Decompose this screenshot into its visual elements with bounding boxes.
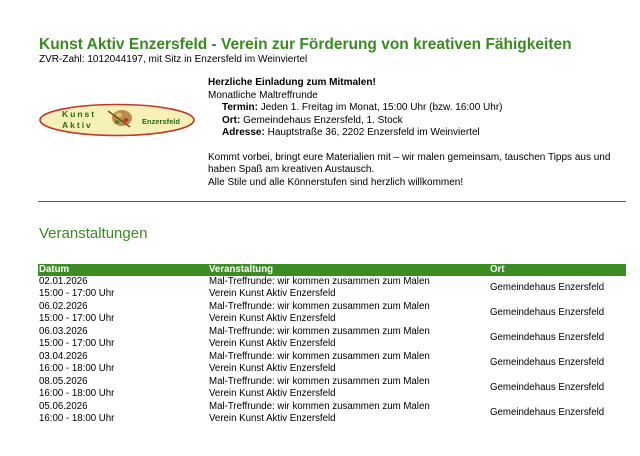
row-place: Gemeindehaus Enzersfeld (490, 357, 605, 368)
ort-value: Gemeindehaus Enzersfeld, 1. Stock (243, 114, 403, 126)
table-header (38, 264, 626, 276)
logo-text-kunst: Kunst (62, 109, 97, 119)
row-date: 06.02.2026 (39, 301, 88, 312)
adresse-row (208, 127, 618, 140)
column-header-date: Datum (39, 264, 70, 275)
row-organizer: Verein Kunst Aktiv Enzersfeld (209, 413, 336, 424)
row-organizer: Verein Kunst Aktiv Enzersfeld (209, 313, 336, 324)
adresse-value: Hauptstraße 36, 2202 Enzersfeld im Weinviertel (267, 127, 480, 138)
table-row (38, 351, 626, 376)
row-date: 03.04.2026 (39, 351, 88, 362)
row-event: Mal-Treffrunde: wir kommen zusammen zum Malen (209, 301, 430, 312)
row-event: Mal-Treffrunde: wir kommen zusammen zum Malen (209, 401, 430, 412)
row-event: Mal-Treffrunde: wir kommen zusammen zum Malen (209, 326, 430, 337)
row-organizer: Verein Kunst Aktiv Enzersfeld (209, 388, 336, 399)
row-date: 06.03.2026 (39, 326, 88, 337)
invitation-subheading: Monatliche Maltreffrunde (208, 89, 318, 101)
invitation-paragraph: Kommt vorbei, bringt eure Materialien mit – wir malen gemeinsam, tauschen Tipps aus und haben Spaß am kreativen Austausch. (208, 151, 611, 175)
row-time: 16:00 - 18:00 Uhr (39, 413, 115, 424)
zvr-number: ZVR-Zahl: 1012044197, mit Sitz in Enzersfeld im Weinviertel (39, 54, 308, 65)
termin-label: Termin: (222, 102, 258, 113)
row-event: Mal-Treffrunde: wir kommen zusammen zum Malen (209, 376, 430, 387)
termin-value: Jeden 1. Freitag im Monat, 15:00 Uhr (bzw. 16:00 Uhr) (260, 102, 503, 113)
ort-label: Ort: (222, 114, 241, 126)
table-row (38, 326, 626, 351)
column-header-event: Veranstaltung (209, 264, 274, 275)
row-event: Mal-Treffrunde: wir kommen zusammen zum Malen (209, 276, 430, 287)
events-heading: Veranstaltungen (39, 225, 148, 242)
row-date: 08.05.2026 (39, 376, 88, 387)
row-time: 16:00 - 18:00 Uhr (39, 388, 115, 399)
row-place: Gemeindehaus Enzersfeld (490, 307, 605, 318)
termin-row (208, 102, 618, 115)
table-row (38, 401, 626, 426)
row-time: 15:00 - 17:00 Uhr (39, 288, 115, 299)
table-body (38, 276, 626, 426)
page-title: Kunst Aktiv Enzersfeld - Verein zur Förderung von kreativen Fähigkeiten (39, 36, 572, 53)
invitation-heading: Herzliche Einladung zum Mitmalen! (208, 77, 376, 88)
ort-row (208, 115, 618, 128)
row-time: 15:00 - 17:00 Uhr (39, 338, 115, 349)
row-time: 15:00 - 17:00 Uhr (39, 313, 115, 324)
events-table (38, 264, 626, 426)
table-row (38, 301, 626, 326)
row-organizer: Verein Kunst Aktiv Enzersfeld (209, 288, 336, 299)
logo-text-aktiv: Aktiv (62, 120, 93, 130)
club-logo (38, 103, 196, 137)
adresse-label: Adresse: (222, 127, 265, 138)
row-event: Mal-Treffrunde: wir kommen zusammen zum Malen (209, 351, 430, 362)
section-divider (38, 201, 626, 202)
row-place: Gemeindehaus Enzersfeld (490, 282, 605, 293)
table-row (38, 376, 626, 401)
invitation-block (208, 77, 618, 189)
column-header-place: Ort (490, 264, 505, 275)
row-date: 02.01.2026 (39, 276, 88, 287)
logo-text-enzersfeld: Enzersfeld (142, 117, 180, 126)
invitation-welcome: Alle Stile und alle Könnerstufen sind herzlich willkommen! (208, 176, 464, 188)
row-time: 16:00 - 18:00 Uhr (39, 363, 115, 374)
row-date: 05.06.2026 (39, 401, 88, 412)
row-place: Gemeindehaus Enzersfeld (490, 382, 605, 393)
row-organizer: Verein Kunst Aktiv Enzersfeld (209, 363, 336, 374)
row-place: Gemeindehaus Enzersfeld (490, 332, 605, 343)
row-place: Gemeindehaus Enzersfeld (490, 407, 605, 418)
table-row (38, 276, 626, 301)
row-organizer: Verein Kunst Aktiv Enzersfeld (209, 338, 336, 349)
